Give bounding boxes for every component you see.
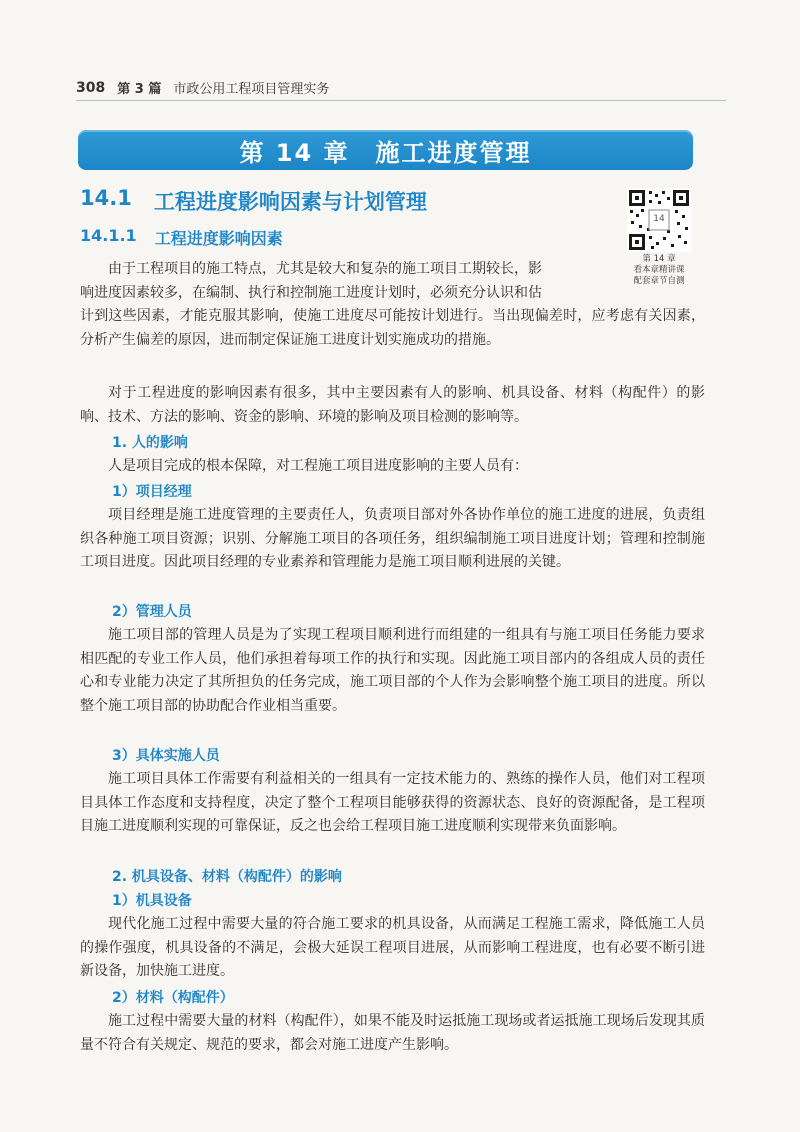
heading-equipment-materials: 2. 机具设备、材料（构配件）的影响 — [112, 869, 342, 885]
paragraph-text: 施工项目部的管理人员是为了实现工程项目顺利进行而组建的一组具有与施工项目任务能力要求相匹配的专业工作人员，他们承担着每项工作的执行和实现。因此施工项目部内的各组成人员的责任心和专业能力决定了其所担负的任务完成，施工项目部的个人作为会影响整个施工项目的进度。所以整个施工项目部的协助配合作业相当重要。 — [80, 627, 705, 714]
chapter-title: 第 14 章 施工进度管理 — [239, 138, 532, 167]
section-heading — [80, 186, 427, 216]
heading-materials: 2）材料（构配件） — [112, 990, 234, 1006]
running-header — [76, 78, 726, 97]
chapter-banner — [78, 130, 693, 170]
paragraph-line: 响进度因素较多，在编制、执行和控制施工进度计划时，必须充分认识和估 — [80, 284, 542, 301]
qr-center-label: 14 — [653, 214, 665, 224]
heading-machinery: 1）机具设备 — [112, 893, 192, 909]
qr-caption-line: 配套章节自测 — [633, 276, 685, 286]
heading-field-workers: 3）具体实施人员 — [112, 748, 220, 764]
heading-people: 1. 人的影响 — [112, 435, 188, 451]
paragraph-8 — [80, 1010, 705, 1057]
paragraph-text: 人是项目完成的根本保障，对工程施工项目进度影响的主要人员有： — [108, 458, 528, 474]
part-label: 第 3 篇 — [117, 82, 162, 97]
qr-code-block[interactable] — [618, 188, 700, 287]
paragraph-2 — [80, 382, 705, 429]
paragraph-1-rest — [80, 305, 705, 352]
header-rule — [76, 100, 726, 101]
subsection-heading — [80, 226, 283, 249]
heading-project-manager: 1）项目经理 — [112, 484, 192, 500]
qr-caption-line: 看本章精讲课 — [633, 265, 685, 275]
subsection-title: 工程进度影响因素 — [154, 229, 283, 248]
paragraph-7 — [80, 913, 705, 984]
paragraph-text: 施工过程中需要大量的材料（构配件），如果不能及时运抵施工现场或者运抵施工现场后发现其质量不符合有关规定、规范的要求，都会对施工进度产生影响。 — [80, 1013, 705, 1053]
paragraph-text: 现代化施工过程中需要大量的符合施工要求的机具设备，从而满足工程施工需求，降低施工人员的操作强度，机具设备的不满足，会极大延误工程项目进展，从而影响工程进度，也有必要不断引进新设备，加快施工进度。 — [80, 916, 705, 979]
paragraph-4 — [80, 504, 705, 575]
paragraph-1-head — [80, 258, 615, 305]
qr-code-icon[interactable] — [627, 188, 691, 252]
paragraph-text: 对于工程进度的影响因素有很多，其中主要因素有人的影响、机具设备、材料（构配件）的影响、技术、方法的影响、资金的影响、环境的影响及项目检测的影响等。 — [80, 385, 705, 425]
paragraph-line: 由于工程项目的施工特点，尤其是较大和复杂的施工项目工期较长，影 — [108, 261, 542, 277]
paragraph-text: 计到这些因素，才能克服其影响，使施工进度尽可能按计划进行。当出现偏差时，应考虑有关因素，分析产生偏差的原因，进而制定保证施工进度计划实施成功的措施。 — [80, 308, 705, 348]
paragraph-3 — [80, 455, 705, 479]
paragraph-text: 施工项目具体工作需要有利益相关的一组具有一定技术能力的、熟练的操作人员，他们对工程项目具体工作态度和支持程度，决定了整个工程项目能够获得的资源状态、良好的资源配备，是工程项目施工进度顺利实现的可靠保证，反之也会给工程项目施工进度顺利实现带来负面影响。 — [80, 771, 705, 834]
qr-caption — [618, 254, 700, 287]
section-title: 工程进度影响因素与计划管理 — [153, 190, 427, 214]
subsection-number: 14.1.1 — [80, 226, 137, 245]
qr-caption-line: 第 14 章 — [642, 254, 676, 264]
section-number: 14.1 — [80, 186, 132, 210]
paragraph-6 — [80, 768, 705, 839]
part-title: 市政公用工程项目管理实务 — [173, 82, 330, 97]
paragraph-5 — [80, 624, 705, 718]
heading-management-staff: 2）管理人员 — [112, 604, 192, 620]
paragraph-text: 项目经理是施工进度管理的主要责任人，负责项目部对外各协作单位的施工进度的进展，负责组织各种施工项目资源；识别、分解施工项目的各项任务，组织编制施工项目进度计划；管理和控制施工项目进度。因此项目经理的专业素养和管理能力是施工项目顺利进展的关键。 — [80, 507, 705, 570]
page-number: 308 — [76, 79, 106, 96]
